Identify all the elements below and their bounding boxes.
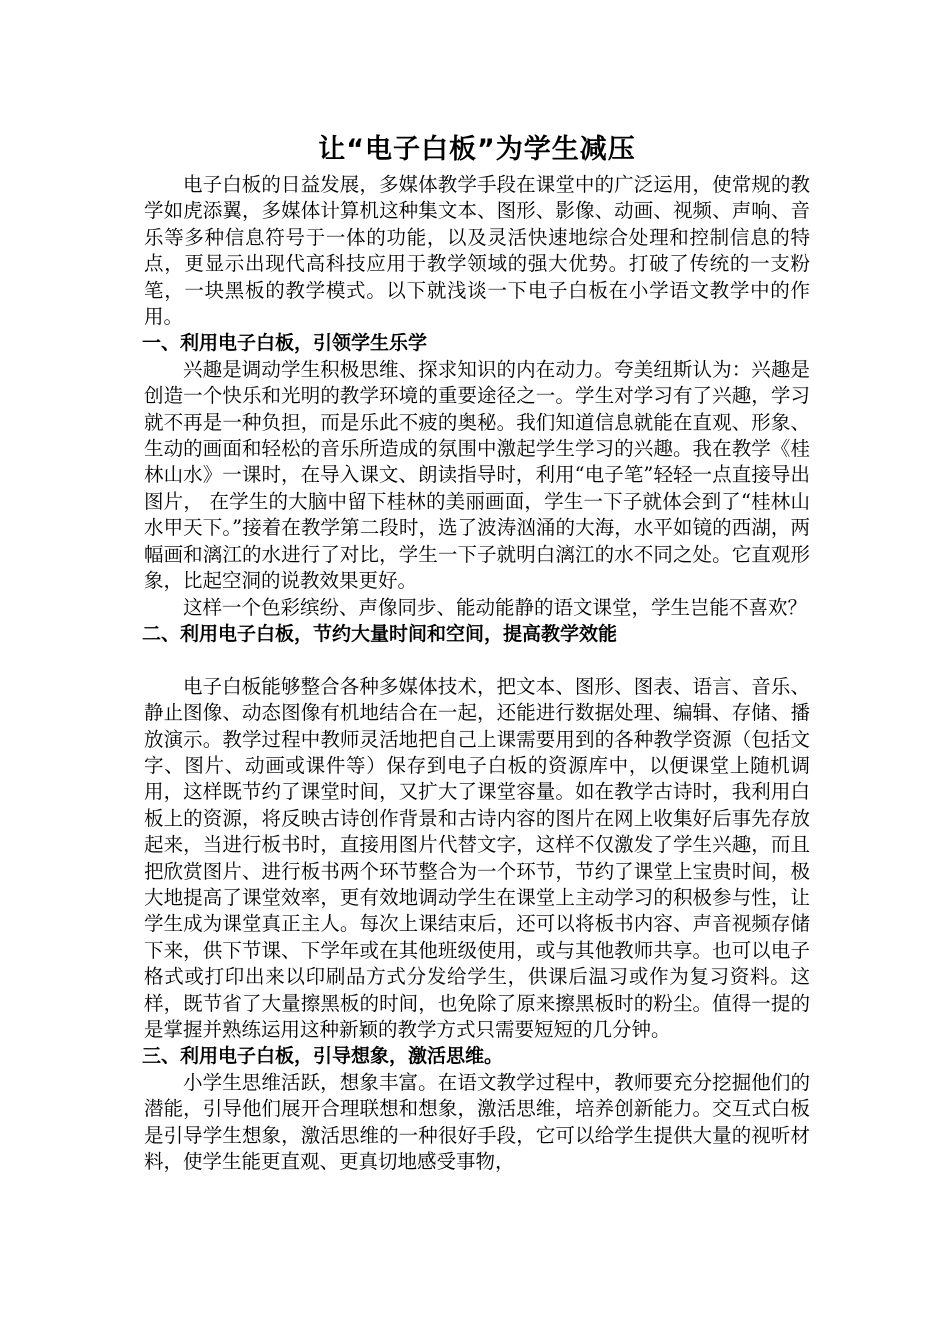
body-paragraph: 小学生思维活跃，想象丰富。在语文教学过程中，教师要充分挖掘他们的潜能，引导他们展开合理联想和想象，激活思维，培养创新能力。交互式白板是引导学生想象，激活思维的一种很好手段，它可以给学生提供大量的视听材料，使学生能更直观、更真切地感受事物， [144, 1070, 810, 1174]
blank-line [144, 647, 810, 673]
intro-paragraph: 电子白板的日益发展，多媒体教学手段在课堂中的广泛运用，使常规的教学如虎添翼，多媒体计算机这种集文本、图形、影像、动画、视频、声响、音乐等多种信息符号于一体的功能，以及灵活快速地综合处理和控制信息的特点，更显示出现代高科技应用于教学领域的强大优势。打破了传统的一支粉笔，一块黑板的教学模式。以下就浅谈一下电子白板在小学语文教学中的作用。 [144, 173, 810, 329]
section-3 [144, 1043, 810, 1175]
body-paragraph: 兴趣是调动学生积极思维、探求知识的内在动力。夸美纽斯认为：兴趣是创造一个快乐和光明的教学环境的重要途径之一。学生对学习有了兴趣，学习就不再是一种负担，而是乐此不疲的奥秘。我们知道信息就能在直观、形象、生动的画面和轻松的音乐所造成的氛围中激起学生学习的兴趣。我在教学《桂林山水》一课时，在导入课文、朗读指导时，利用“电子笔”轻轻一点直接导出图片， 在学生的大脑中留下桂林的美丽画面，学生一下子就体会到了“桂林山水甲天下。”接着在教学第二段时，选了波涛汹涌的大海，水平如镜的西湖，两幅画和漓江的水进行了对比，学生一下子就明白漓江的水不同之处。它直观形象，比起空洞的说教效果更好。 [144, 357, 810, 593]
body-paragraph: 这样一个色彩缤纷、声像同步、能动能静的语文课堂，学生岂能不喜欢？ [183, 595, 808, 619]
section-heading: 一、利用电子白板，引领学生乐学 [142, 332, 428, 355]
section-heading: 三、利用电子白板，引导想象，激活思维。 [142, 1045, 504, 1068]
section-heading: 二、利用电子白板，节约大量时间和空间，提高教学效能 [142, 622, 618, 645]
document-title: 让“电子白板”为学生减压 [318, 134, 636, 165]
section-2 [144, 621, 810, 1043]
section-1 [144, 330, 810, 620]
body-paragraph: 电子白板能够整合各种多媒体技术，把文本、图形、图表、语言、音乐、静止图像、动态图像有机地结合在一起，还能进行数据处理、编辑、存储、播放演示。教学过程中教师灵活地把自己上课需要用到的各种教学资源（包括文字、图片、动画或课件等）保存到电子白板的资源库中，以便课堂上随机调用，这样既节约了课堂时间，又扩大了课堂容量。如在教学古诗时，我利用白板上的资源，将反映古诗创作背景和古诗内容的图片在网上收集好后事先存放起来，当进行板书时，直接用图片代替文字，这样不仅激发了学生兴趣，而且把欣赏图片、进行板书两个环节整合为一个环节，节约了课堂上宝贵时间，极大地提高了课堂效率，更有效地调动学生在课堂上主动学习的积极参与性，让学生成为课堂真正主人。每次上课结束后，还可以将板书内容、声音视频存储下来，供下节课、下学年或在其他班级使用，或与其他教师共享。也可以电子格式或打印出来以印刷品方式分发给学生，供课后温习或作为复习资料。这样，既节省了大量擦黑板的时间，也免除了原来擦黑板时的粉尘。值得一提的是掌握并熟练运用这种新颖的教学方式只需要短短的几分钟。 [144, 674, 810, 1041]
document-page [144, 130, 810, 1175]
